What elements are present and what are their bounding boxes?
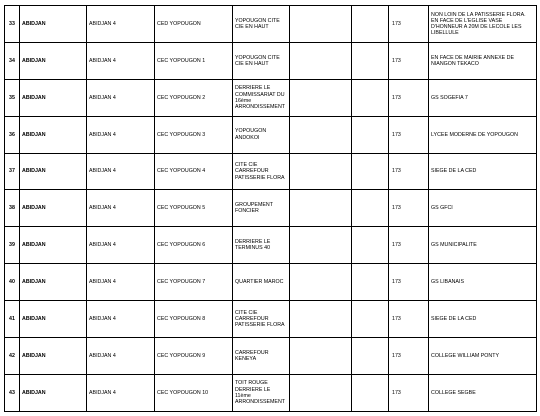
landmark-cell: GS GFCI xyxy=(429,190,537,227)
table-row xyxy=(5,190,537,227)
empty-cell xyxy=(352,153,389,190)
row-number: 33 xyxy=(5,6,20,43)
code-cell: 173 xyxy=(389,301,429,338)
location-cell: CITE CIE CARREFOUR PATISSERIE FLORA xyxy=(233,153,290,190)
region-cell: ABIDJAN xyxy=(20,190,87,227)
empty-cell xyxy=(352,42,389,79)
table-row xyxy=(5,338,537,375)
center-cell: CEC YOPOUGON 4 xyxy=(155,153,233,190)
department-cell: ABIDJAN 4 xyxy=(87,264,155,301)
department-cell: ABIDJAN 4 xyxy=(87,79,155,116)
empty-cell xyxy=(290,190,352,227)
code-cell: 173 xyxy=(389,79,429,116)
region-cell: ABIDJAN xyxy=(20,374,87,411)
table-row xyxy=(5,6,537,43)
code-cell: 173 xyxy=(389,227,429,264)
table-row xyxy=(5,153,537,190)
empty-cell xyxy=(290,6,352,43)
location-cell: TOIT ROUGE DERRIERE LE 11ème ARRONDISSEMENT xyxy=(233,374,290,411)
landmark-cell: NON LOIN DE LA PATISSERIE FLORA. EN FACE DE L'EGLISE VASE D'HONNEUR A 20M DE LECOLE LES LIBELLULE xyxy=(429,6,537,43)
department-cell: ABIDJAN 4 xyxy=(87,153,155,190)
centers-table xyxy=(4,5,537,412)
code-cell: 173 xyxy=(389,338,429,375)
row-number: 42 xyxy=(5,338,20,375)
landmark-cell: COLLEGE SEGBE xyxy=(429,374,537,411)
empty-cell xyxy=(290,374,352,411)
row-number: 43 xyxy=(5,374,20,411)
empty-cell xyxy=(352,264,389,301)
empty-cell xyxy=(352,301,389,338)
empty-cell xyxy=(352,338,389,375)
empty-cell xyxy=(290,264,352,301)
table-row xyxy=(5,374,537,411)
row-number: 41 xyxy=(5,301,20,338)
center-cell: CEC YOPOUGON 7 xyxy=(155,264,233,301)
location-cell: DERRIERE LE TERMINUS 40 xyxy=(233,227,290,264)
center-cell: CEC YOPOUGON 1 xyxy=(155,42,233,79)
center-cell: CEC YOPOUGON 8 xyxy=(155,301,233,338)
row-number: 40 xyxy=(5,264,20,301)
location-cell: YOPOUGON CITE CIE EN HAUT xyxy=(233,6,290,43)
row-number: 34 xyxy=(5,42,20,79)
landmark-cell: SIEGE DE LA CED xyxy=(429,153,537,190)
row-number: 35 xyxy=(5,79,20,116)
code-cell: 173 xyxy=(389,374,429,411)
region-cell: ABIDJAN xyxy=(20,338,87,375)
empty-cell xyxy=(290,116,352,153)
row-number: 36 xyxy=(5,116,20,153)
department-cell: ABIDJAN 4 xyxy=(87,301,155,338)
code-cell: 173 xyxy=(389,153,429,190)
location-cell: YOPOUGON ANDOKOI xyxy=(233,116,290,153)
code-cell: 173 xyxy=(389,264,429,301)
table-row xyxy=(5,116,537,153)
department-cell: ABIDJAN 4 xyxy=(87,190,155,227)
region-cell: ABIDJAN xyxy=(20,42,87,79)
location-cell: DERRIERE LE COMMISSARIAT DU 16ème ARRONDISSEMENT xyxy=(233,79,290,116)
table-row xyxy=(5,227,537,264)
table-row xyxy=(5,264,537,301)
empty-cell xyxy=(352,374,389,411)
table-row xyxy=(5,301,537,338)
empty-cell xyxy=(352,190,389,227)
document-page xyxy=(4,5,536,412)
empty-cell xyxy=(352,227,389,264)
empty-cell xyxy=(352,79,389,116)
landmark-cell: COLLEGE WILLIAM PONTY xyxy=(429,338,537,375)
center-cell: CEC YOPOUGON 2 xyxy=(155,79,233,116)
empty-cell xyxy=(290,301,352,338)
department-cell: ABIDJAN 4 xyxy=(87,6,155,43)
center-cell: CEC YOPOUGON 9 xyxy=(155,338,233,375)
region-cell: ABIDJAN xyxy=(20,301,87,338)
location-cell: CARREFOUR KENEYA xyxy=(233,338,290,375)
department-cell: ABIDJAN 4 xyxy=(87,116,155,153)
landmark-cell: GS MUNICIPALITE xyxy=(429,227,537,264)
landmark-cell: GS SOGEFIA 7 xyxy=(429,79,537,116)
location-cell: QUARTIER MAROC xyxy=(233,264,290,301)
code-cell: 173 xyxy=(389,42,429,79)
landmark-cell: EN FACE DE MAIRIE ANNEXE DE NIANGON TEKACO xyxy=(429,42,537,79)
region-cell: ABIDJAN xyxy=(20,79,87,116)
center-cell: CED YOPOUGON xyxy=(155,6,233,43)
center-cell: CEC YOPOUGON 10 xyxy=(155,374,233,411)
landmark-cell: SIEGE DE LA CED xyxy=(429,301,537,338)
code-cell: 173 xyxy=(389,116,429,153)
empty-cell xyxy=(352,6,389,43)
code-cell: 173 xyxy=(389,6,429,43)
table-row xyxy=(5,79,537,116)
code-cell: 173 xyxy=(389,190,429,227)
department-cell: ABIDJAN 4 xyxy=(87,374,155,411)
location-cell: YOPOUGON CITE CIE EN HAUT xyxy=(233,42,290,79)
table-body xyxy=(5,6,537,412)
region-cell: ABIDJAN xyxy=(20,6,87,43)
table-row xyxy=(5,42,537,79)
region-cell: ABIDJAN xyxy=(20,116,87,153)
row-number: 39 xyxy=(5,227,20,264)
landmark-cell: GS LIBANAIS xyxy=(429,264,537,301)
region-cell: ABIDJAN xyxy=(20,264,87,301)
empty-cell xyxy=(290,42,352,79)
department-cell: ABIDJAN 4 xyxy=(87,338,155,375)
center-cell: CEC YOPOUGON 5 xyxy=(155,190,233,227)
location-cell: GROUPEMENT FONCIER xyxy=(233,190,290,227)
region-cell: ABIDJAN xyxy=(20,227,87,264)
row-number: 38 xyxy=(5,190,20,227)
empty-cell xyxy=(290,227,352,264)
region-cell: ABIDJAN xyxy=(20,153,87,190)
empty-cell xyxy=(352,116,389,153)
empty-cell xyxy=(290,338,352,375)
empty-cell xyxy=(290,79,352,116)
center-cell: CEC YOPOUGON 3 xyxy=(155,116,233,153)
empty-cell xyxy=(290,153,352,190)
department-cell: ABIDJAN 4 xyxy=(87,227,155,264)
center-cell: CEC YOPOUGON 6 xyxy=(155,227,233,264)
department-cell: ABIDJAN 4 xyxy=(87,42,155,79)
location-cell: CITE CIE CARREFOUR PATISSERIE FLORA xyxy=(233,301,290,338)
row-number: 37 xyxy=(5,153,20,190)
landmark-cell: LYCEE MODERNE DE YOPOUGON xyxy=(429,116,537,153)
